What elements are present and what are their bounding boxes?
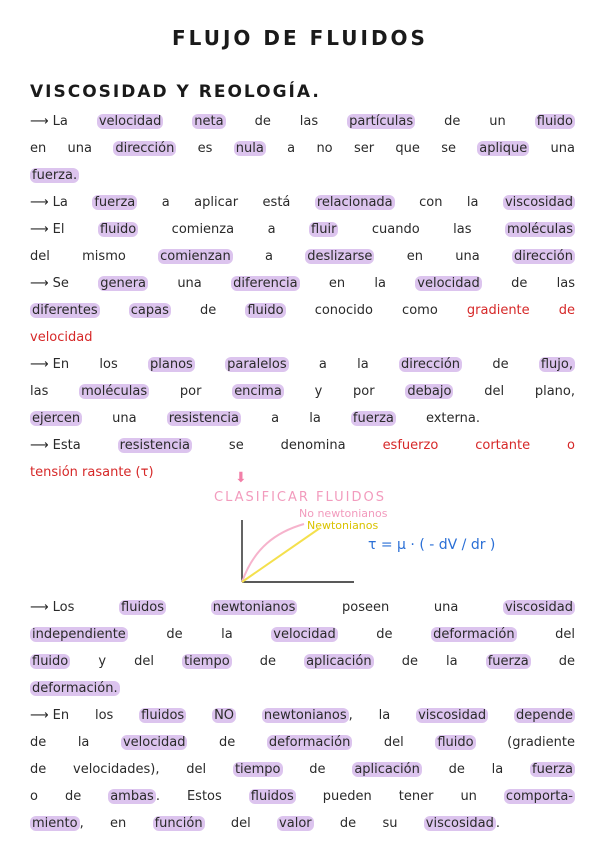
note-line: ⟶ Los fluidos newtonianos poseen una viscosidad	[30, 600, 573, 615]
note-line: de velocidades), del tiempo de aplicación de la fuerza	[30, 762, 573, 777]
arrow-icon: ⟶	[30, 195, 49, 210]
note-line: ejercen una resistencia a la fuerza externa.	[32, 411, 480, 426]
newtonian-line	[242, 528, 320, 582]
non-newtonian-label: No newtonianos	[299, 507, 388, 520]
note-line: ⟶ La fuerza a aplicar está relacionada con la viscosidad	[30, 195, 574, 210]
note-line: de la velocidad de deformación del fluido (gradiente	[30, 735, 575, 750]
fluid-curves-diagram	[236, 518, 356, 586]
note-line: o de ambas . Estos fluidos pueden tener un comporta-	[30, 789, 573, 804]
note-line: diferentes capas de fluido conocido como gradiente de	[32, 303, 576, 318]
note-line: ⟶ La velocidad neta de las partículas de un fluido	[30, 114, 573, 129]
note-line: fluido y del tiempo de aplicación de la fuerza de	[32, 654, 576, 669]
down-arrow-icon: ⬇	[235, 470, 247, 486]
note-line: independiente de la velocidad de deformación del	[32, 627, 575, 642]
note-line: tensión rasante (τ)	[30, 465, 154, 480]
page-title: FLUJO DE FLUIDOS	[172, 26, 428, 50]
arrow-icon: ⟶	[30, 438, 49, 453]
note-line: velocidad	[30, 330, 93, 345]
newtonian-label: Newtonianos	[307, 519, 379, 532]
note-line: ⟶ En los planos paralelos a la dirección de flujo,	[30, 357, 573, 372]
shear-stress-formula: τ = μ · ( - dV / dr )	[368, 537, 496, 553]
section-heading: VISCOSIDAD Y REOLOGÍA.	[30, 82, 321, 102]
arrow-icon: ⟶	[30, 357, 49, 372]
arrow-icon: ⟶	[30, 600, 49, 615]
arrow-icon: ⟶	[30, 276, 49, 291]
arrow-icon: ⟶	[30, 708, 49, 723]
note-line: ⟶ En los fluidos NO newtonianos , la viscosidad depende	[30, 708, 574, 723]
note-line: fuerza.	[32, 168, 78, 183]
diagram-title: CLASIFICAR FLUIDOS	[214, 490, 386, 505]
note-line: deformación.	[32, 681, 118, 696]
note-line: las moléculas por encima y por debajo del plano,	[30, 384, 575, 399]
arrow-icon: ⟶	[30, 114, 49, 129]
note-line: del mismo comienzan a deslizarse en una dirección	[30, 249, 573, 264]
note-line: en una dirección es nula a no ser que se aplique una	[30, 141, 575, 156]
note-line: ⟶ El fluido comienza a fluir cuando las moléculas	[30, 222, 573, 237]
non-newtonian-curve	[242, 524, 304, 582]
note-line: ⟶ Se genera una diferencia en la velocidad de las	[30, 276, 575, 291]
note-line: ⟶ Esta resistencia se denomina esfuerzo cortante o	[30, 438, 576, 453]
arrow-icon: ⟶	[30, 222, 49, 237]
note-line: miento , en función del valor de su viscosidad .	[32, 816, 500, 831]
